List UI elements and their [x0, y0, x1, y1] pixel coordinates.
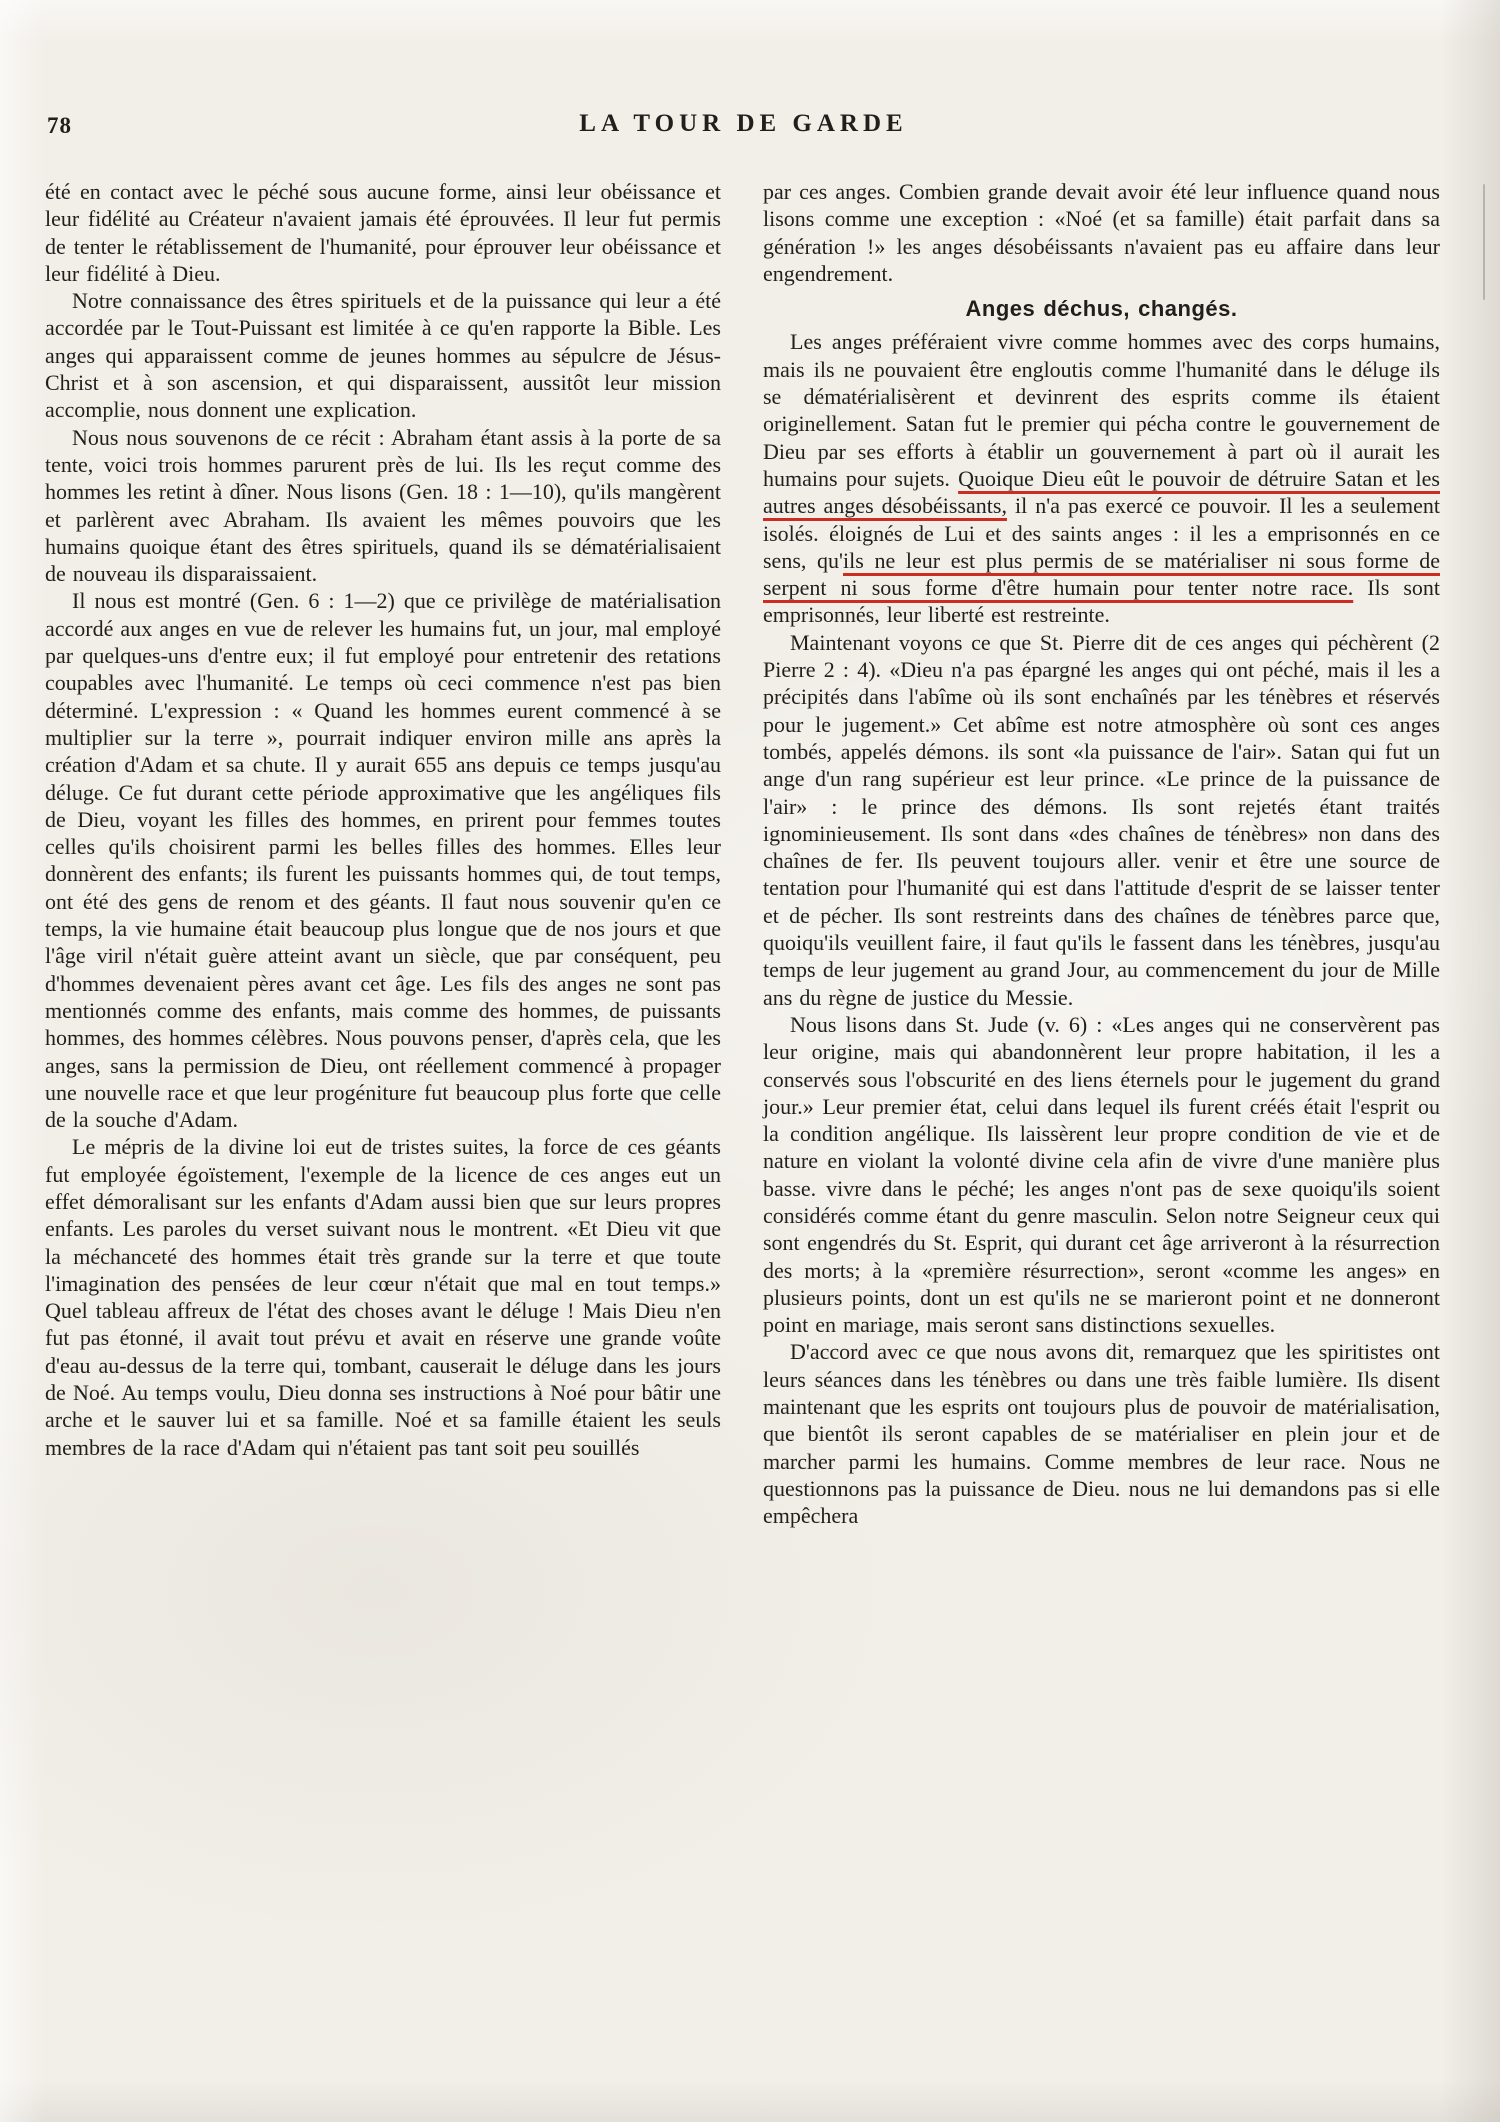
page-header [45, 110, 1442, 150]
text-segment: Nous nous souvenons de ce récit : Abraham étant assis à la porte de sa tente, voici trois hommes parurent près de lui. Ils les reçut comme des hommes les retint à dîner. Nous lisons (Gen. 18 : 1—10), qu'ils mangèrent et parlèrent avec Abraham. Ils avaient les mêmes pouvoirs que les humains quoique étant des êtres spirituels, quand ils se dématérialisaient de nouveau ils disparaissaient. [45, 424, 721, 587]
right-column [763, 178, 1440, 1530]
text-segment: Il nous est montré (Gen. 6 : 1—2) que ce privilège de matérialisation accordé aux anges en vue de relever les humains fut, un jour, mal employé par quelques-uns d'entre eux; il fut employé pour entretenir des retations coupables avec l'humanité. Le temps où ceci commence n'est pas bien déterminé. L'expression : « Quand les hommes eurent commencé à se multiplier sur la terre », pourrait indiquer environ mille ans après la création d'Adam et sa chute. Il y aurait 655 ans depuis ce temps jusqu'au déluge. Ce fut durant cette période approximative que les angéliques fils de Dieu, voyant les filles des hommes, en prirent pour femmes toutes celles qu'ils choisirent parmi les belles filles des hommes. Elles leur donnèrent des enfants; ils furent les puissants hommes qui, de tout temps, ont été des gens de renom et des géants. Il faut nous souvenir qu'en ce temps, la vie humaine était beaucoup plus longue que de nos jours et que l'âge viril n'était guère atteint avant un siècle, que par conséquent, peu d'hommes devenaient pères avant cet âge. Les fils des anges ne sont pas mentionnés comme des enfants, mais comme des hommes, de puissants hommes, des hommes célèbres. Nous pouvons penser, d'après cela, que les anges, sans la permission de Dieu, ont réellement commencé à propager une nouvelle race et que leur progéniture fut beaucoup plus forte que celle de la souche d'Adam. [45, 588, 721, 1133]
section-heading: Anges déchus, changés. [965, 296, 1238, 322]
paragraph [763, 1338, 1440, 1529]
text-segment: été en contact avec le péché sous aucune forme, ainsi leur obéissance et leur fidélité au Créateur n'avaient jamais été éprouvées. Il leur fut permis de tenter le rétablissement de l'humanité, pour éprouver leur obéissance et leur fidélité à Dieu. [45, 179, 721, 286]
page-content [45, 178, 1440, 1530]
text-segment: Le mépris de la divine loi eut de tristes suites, la force de ces géants fut employée égoïstement, l'exemple de la licence de ces anges eut un effet démoralisant sur les enfants d'Adam aussi bien que sur leurs propres enfants. Les paroles du verset suivant nous le montrent. «Et Dieu vit que la méchanceté des hommes était très grande sur la terre et que toute l'imagination des pensées de leur cœur n'était que mal en tout temps.» Quel tableau affreux de l'état des choses avant le déluge ! Mais Dieu n'en fut pas étonné, il avait tout prévu et avait en réserve une grande voûte d'eau au-dessus de la terre qui, tombant, causerait le déluge dans les jours de Noé. Au temps voulu, Dieu donna ses instructions à Noé pour bâtir une arche et le sauver lui et sa famille. Noé et sa famille étaient les seuls membres de la race d'Adam qui n'étaient pas tant soit peu souillés [45, 1134, 721, 1460]
text-segment: Ils sont emprisonnés, leur liberté est restreinte. [763, 575, 1440, 628]
text-segment: Notre connaissance des êtres spirituels et de la puissance qui leur a été accordée par le Tout-Puissant est limitée à ce qu'en rapporte la Bible. Les anges qui apparaissent comme de jeunes hommes au sépulcre de Jésus-Christ et à son ascension, et qui disparaissent, aussitôt leur mission accomplie, nous donnent une explication. [45, 288, 721, 423]
text-segment: Les anges préféraient vivre comme hommes avec des corps humains, mais ils ne pouvaient être engloutis comme l'humanité dans le déluge ils se dématérialisèrent et devinrent des esprits comme ils étaient originellement. Satan fut le premier qui pécha contre le gouvernement de Dieu par ses efforts à établir un gouvernement à part où il aurait les humains pour sujets. [763, 329, 1440, 491]
page-number: 78 [47, 113, 72, 138]
journal-title: LA TOUR DE GARDE [579, 110, 908, 137]
scan-edge-artifact [1483, 184, 1485, 300]
text-segment: Nous lisons dans St. Jude (v. 6) : «Les anges qui ne conservèrent pas leur origine, mais qui abandonnèrent leur propre habitation, il les a conservés sous l'obscurité en des liens éternels pour le jugement du grand jour.» Leur premier état, celui dans lequel ils furent créés était l'esprit ou la condition angélique. Ils laissèrent leur propre condition de vie et de nature en violant la volonté divine cela afin de vivre d'une manière plus basse. vivre dans le péché; les anges n'ont pas de sexe quoiqu'ils soient considérés comme étant du genre masculin. Selon notre Seigneur ceux qui sont engendrés du St. Esprit, qui durant cet âge arriveront à la résurrection des morts; à la «première résurrection», seront «comme les anges» en plusieurs points, dont un est qu'ils ne se marieront point et ne donneront point en mariage, mais seront sans distinctions sexuelles. [763, 1011, 1440, 1338]
paragraph [45, 178, 721, 287]
text-segment: par ces anges. Combien grande devait avoir été leur influence quand nous lisons comme une exception : «Noé (et sa famille) était parfait dans sa génération !» les anges désobéissants n'avaient pas eu affaire dans leur engendrement. [763, 179, 1440, 286]
paragraph [763, 178, 1440, 287]
text-segment: Maintenant voyons ce que St. Pierre dit de ces anges qui péchèrent (2 Pierre 2 : 4). «Dieu n'a pas épargné les anges qui ont péché, mais il les a précipités dans l'abîme où ils sont enchaînés par les ténèbres et réservés pour le jugement.» Cet abîme est notre atmosphère où sont ces anges tombés, appelés démons. ils sont «la puissance de l'air». Satan qui fut un ange d'un rang supérieur est leur prince. «Le prince de la puissance de l'air» : le prince des démons. Ils sont rejetés étant traités ignominieusement. Ils sont dans «des chaînes de ténèbres» non dans des chaînes de fer. Ils peuvent toujours aller. venir et être une source de tentation pour l'humanité qui est dans l'attitude d'esprit de se laisser tenter et de pécher. Ils sont restreints dans des chaînes de ténèbres parce que, quoiqu'ils veuillent faire, il faut qu'ils le fassent dans les ténèbres, jusqu'au temps de leur jugement au grand Jour, au commencement du jour de Mille ans du règne de justice du Messie. [763, 629, 1440, 1010]
paragraph [45, 1133, 721, 1461]
paragraph [45, 587, 721, 1133]
red-underlined-text: ils ne leur est plus permis de se matérialiser ni sous forme de serpent ni sous forme d'être humain pour tenter notre race. [763, 547, 1441, 601]
paragraph [763, 328, 1440, 628]
red-underlined-text: Quoique Dieu eût le pouvoir de détruire Satan et les autres anges désobéissants, [763, 465, 1440, 519]
paragraph [763, 1011, 1440, 1339]
paragraph [45, 287, 721, 423]
paragraph [45, 424, 721, 588]
text-segment: il n'a pas exercé ce pouvoir. Il les a seulement isolés. éloignés de Lui et des saints anges : il les a emprisonnés en ce sens, qu' [763, 493, 1440, 573]
left-column [45, 178, 721, 1530]
paragraph [763, 629, 1440, 1011]
text-segment: D'accord avec ce que nous avons dit, remarquez que les spiritistes ont leurs séances dans les ténèbres ou dans une très faible lumière. Ils disent maintenant que les esprits ont toujours plus de pouvoir de matérialisation, que bientôt ils seront capables de se matérialiser en plein jour et de marcher parmi les humains. Comme membres de leur race. Nous ne questionnons pas la puissance de Dieu. nous ne lui demandons pas si elle empêchera [763, 1339, 1440, 1529]
